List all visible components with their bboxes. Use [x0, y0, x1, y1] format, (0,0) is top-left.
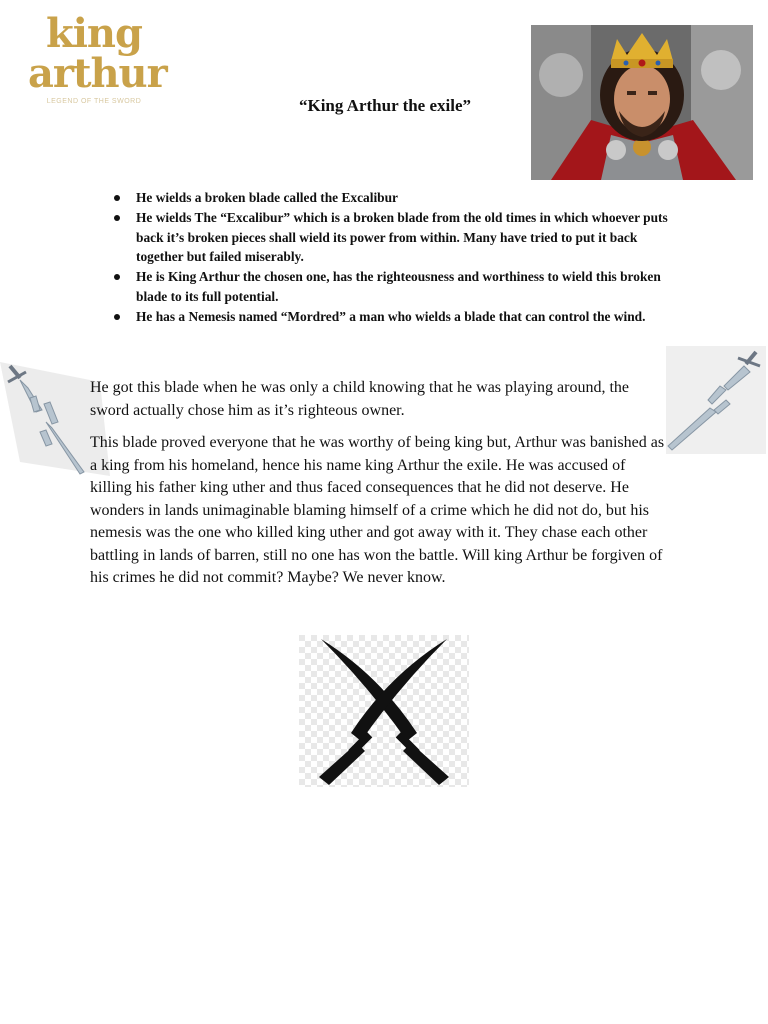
story-paragraph: This blade proved everyone that he was worthy of being king but, Arthur was banished as a king from his homeland, hence his name king Arthur the exile. He was accused of killing his father king uther and thus faced consequences that he did not deserve. He wonders in lands unimaginable blaming himself of a crime which he did not do, but his nemesis was the one who killed king uther and got away with it. They chase each other battling in lands of barren, still no one has won the battle. Will king Arthur be forgiven of his crimes he did not commit? Maybe? We never know.: [90, 434, 665, 586]
logo-line-1: king: [46, 10, 142, 57]
page-title: “King Arthur the exile”: [298, 96, 472, 115]
logo-line-2: arthur: [28, 50, 167, 97]
broken-sword-icon: [666, 346, 766, 454]
story-paragraph: He got this blade when he was only a child knowing that he was playing around, the sword actually chose him as it’s righteous owner.: [90, 379, 629, 419]
bullet-dot-icon: [114, 274, 120, 280]
bullet-text: He wields The “Excalibur” which is a broken blade from the old times in which whoever puts back it’s broken pieces shall wield its power from within. Many have tried to put it back together but failed miserably.: [136, 210, 668, 264]
bullet-item: [112, 307, 684, 327]
bullet-text: He has a Nemesis named “Mordred” a man who wields a blade that can control the wind.: [136, 308, 646, 324]
bullet-dot-icon: [114, 215, 120, 221]
bullet-dot-icon: [114, 314, 120, 320]
bullet-text: He wields a broken blade called the Excalibur: [136, 190, 398, 205]
bullet-item: [112, 267, 684, 306]
king-portrait-image: [531, 25, 753, 180]
bullet-item: [112, 208, 684, 267]
bullet-item: [112, 188, 684, 208]
crossed-swords-icon: [299, 635, 469, 787]
bullet-text: He is King Arthur the chosen one, has the righteousness and worthiness to wield this broken blade to its full potential.: [136, 269, 661, 304]
bullet-dot-icon: [114, 195, 120, 201]
king-arthur-logo: [28, 10, 167, 114]
logo-tagline: LEGEND OF THE SWORD: [46, 98, 142, 105]
feature-bullet-list: [112, 188, 684, 327]
